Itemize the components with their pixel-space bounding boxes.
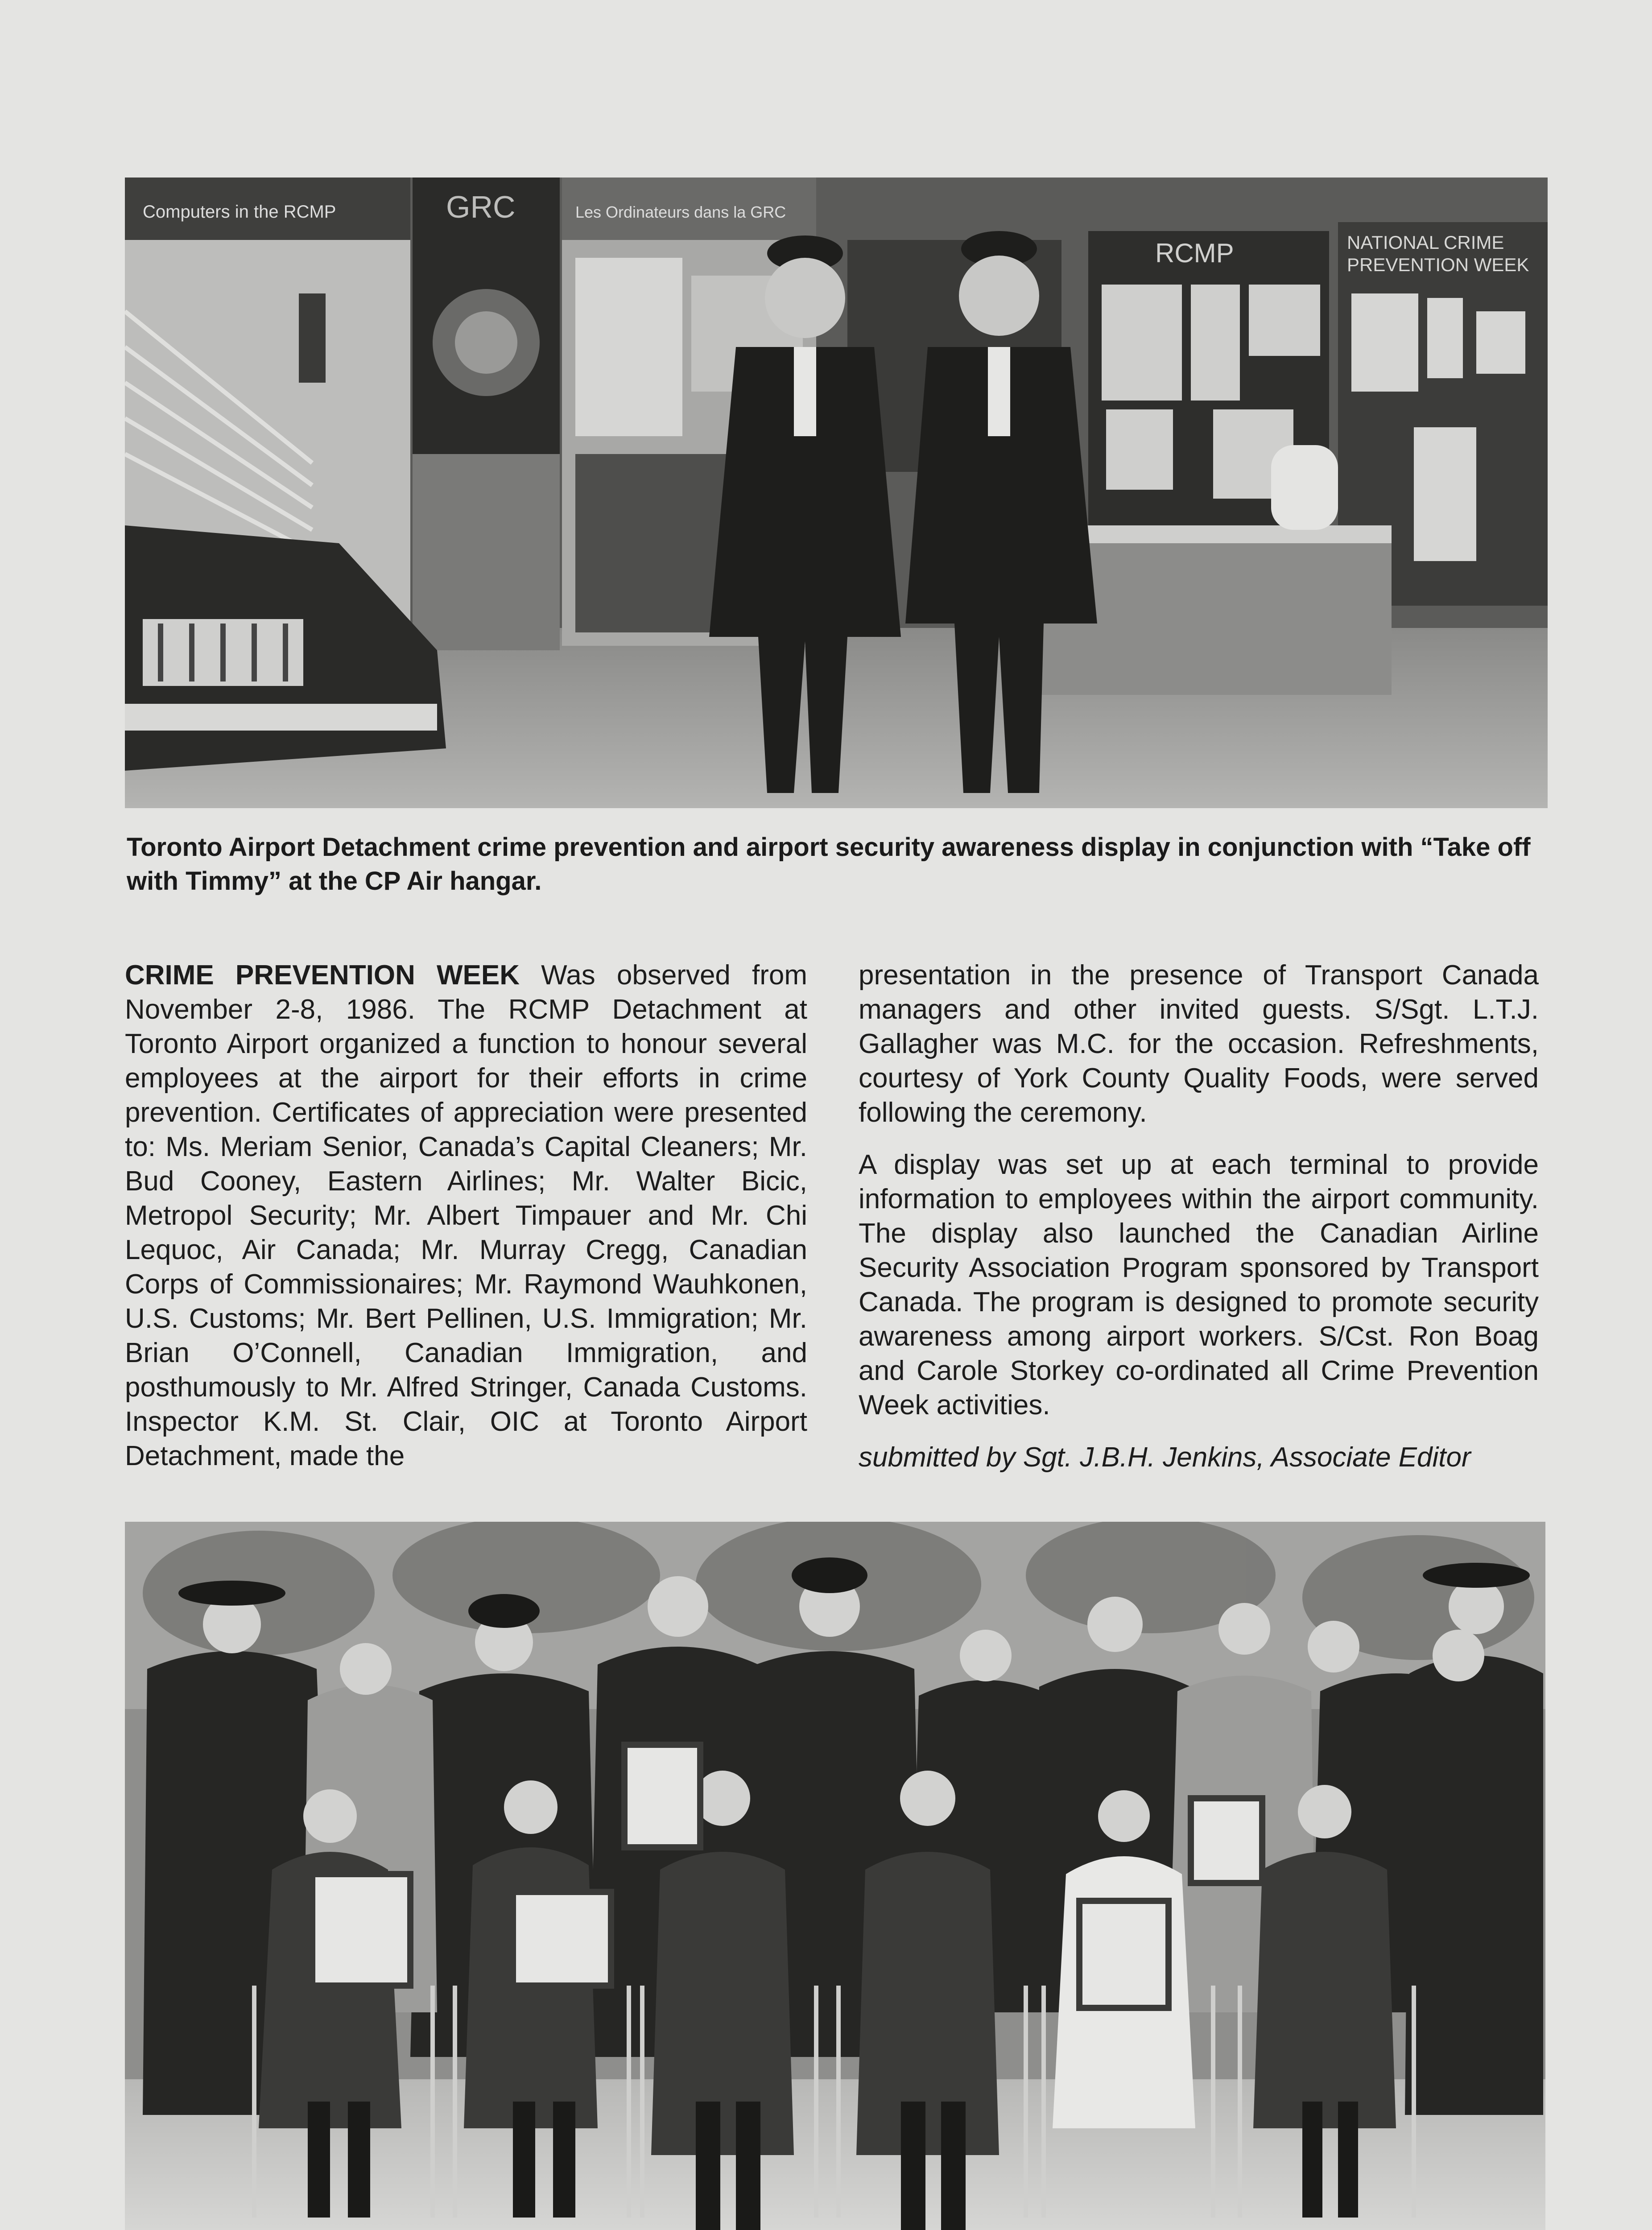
sign-grc: GRC — [446, 190, 516, 224]
display-photo — [125, 178, 1548, 808]
display-photo-caption: Toronto Airport Detachment crime prevention and airport security awareness display in conjunction with “Take off with Timmy” at the CP Air hangar. — [127, 833, 1531, 896]
display-photo-image — [125, 178, 1548, 808]
sign-ordinateurs: Les Ordinateurs dans la GRC — [575, 203, 786, 221]
article-paragraph-1-text: Was observed from November 2-8, 1986. The RCMP Detachment at Toronto Airport organized a function to honour several employees at the airport for their efforts in crime prevention. Certificates of appreciation were presented to: Ms. Meriam Senior, Canada’s Capital Cleaners; Mr. Bud Cooney, Eastern Airlines; Mr. Walter Bicic, Metropol Security; Mr. Albert Timpauer and Mr. Chi Lequoc, Air Canada; Mr. Murray Cregg, Canadian Corps of Commissionaires; Mr. Raymond Wauhkonen, U.S. Customs; Mr. Bert Pellinen, U.S. Immigration; Mr. Brian O’Connell, Canadian Immigration, and posthumously to Mr. Alfred Stringer, Canada Customs. Inspector K.M. St. Clair, OIC at Toronto Airport Detachment, made the — [125, 960, 807, 1471]
group-photo — [125, 1522, 1545, 2230]
article-paragraph-1-continued: presentation in the presence of Transport Canada managers and other invited guests. S/Sgt. L.T.J. Gallagher was M.C. for the occasion. Refreshments, courtesy of York County Quality Foods, were served following the ceremony. — [859, 960, 1539, 1128]
sign-rcmp: RCMP — [1155, 238, 1234, 268]
article-column-left — [125, 958, 807, 1473]
group-photo-image — [125, 1522, 1545, 2230]
article-column-right — [859, 958, 1539, 1474]
article-paragraph-2: A display was set up at each terminal to provide information to employees within the airport community. The display also launched the Canadian Airline Security Association Program sponsored by Transport Canada. The program is designed to promote security awareness among airport workers. S/Cst. Ron Boag and Carole Storkey co-ordinated all Crime Prevention Week activities. — [859, 1149, 1539, 1421]
article-lead-heading: CRIME PREVENTION WEEK — [125, 960, 520, 991]
article-byline: submitted by Sgt. J.B.H. Jenkins, Associate Editor — [859, 1442, 1471, 1473]
article-paragraph-1 — [125, 958, 807, 1473]
sign-prevention-week: PREVENTION WEEK — [1347, 254, 1529, 275]
sign-national-crime: NATIONAL CRIME — [1347, 232, 1504, 253]
sign-computers: Computers in the RCMP — [143, 202, 336, 222]
